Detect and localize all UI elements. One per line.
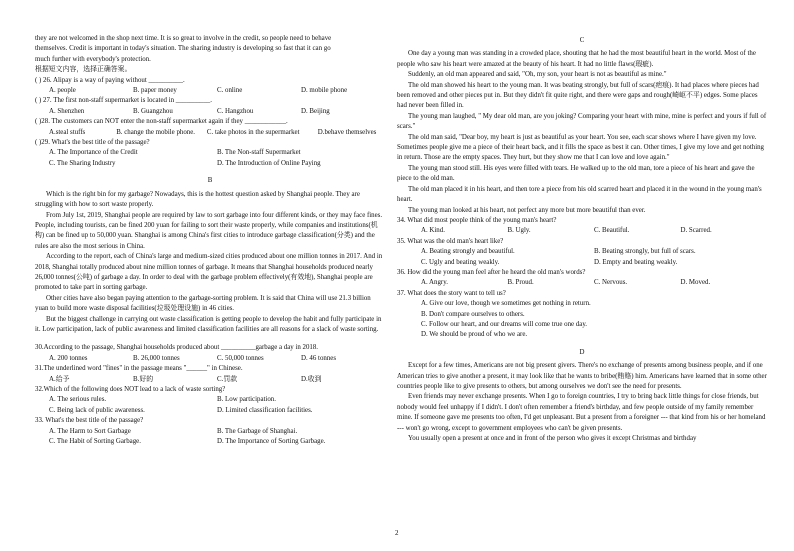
- option: B. Proud.: [507, 279, 534, 287]
- option: A.steal stuffs: [49, 128, 86, 136]
- passage-b-paragraph: But the biggest challenge in carrying out waste classification is getting people to develop the habit and fully participate in it. Low participation, lack of public awareness and limited classification facilities are all reasons for a slack of waste sorting.: [35, 315, 382, 333]
- section-c-heading: C: [579, 37, 585, 44]
- option: B. paper money: [133, 87, 177, 95]
- options-31: [35, 375, 385, 385]
- question-31: 31.The underlined word "fines" in the passage means "______" in Chinese.: [35, 365, 243, 373]
- intro-line: they are not welcomed in the shop next time. It is so great to involve in the credit, so people need to behave: [35, 35, 332, 42]
- option: A. The serious rules.: [49, 396, 107, 404]
- option: C. online: [217, 87, 243, 95]
- question-30: 30.According to the passage, Shanghai households produced about __________garbage a day in 2018.: [35, 344, 319, 352]
- question-37: 37. What does the story want to tell us?: [397, 289, 506, 297]
- option: C. Nervous.: [594, 279, 628, 287]
- option: A. Beating strongly and beautiful.: [421, 248, 515, 256]
- option: B. Ugly.: [507, 227, 531, 235]
- option: D. Beijing: [301, 107, 330, 115]
- passage-d-paragraph: You usually open a present at once and in front of the person who gives it except Christmas and birthday: [408, 435, 697, 443]
- question-26: ( ) 26. Alipay is a way of paying without __________.: [35, 76, 185, 84]
- intro-line: much further with everybody's protection.: [35, 55, 151, 63]
- passage-c-paragraph: The young man stood still. His eyes were filled with tears. He walked up to the old man, tore a piece of his heart and gave the piece to the old man.: [397, 164, 755, 183]
- intro-line: themselves. Credit is important in today's situation. The sharing industry is developing so fast that it can go: [35, 45, 331, 53]
- option: C. The Sharing Industry: [49, 159, 116, 167]
- options-32: [35, 395, 385, 405]
- option: C. The Habit of Sorting Garbage.: [49, 438, 141, 446]
- option: A. Shenzhen: [49, 107, 85, 115]
- option: C. Follow our heart, and our dreams will come true one day.: [421, 320, 588, 328]
- option: C. Being lack of public awareness.: [49, 406, 145, 414]
- option: B. Low participation.: [217, 396, 276, 404]
- option: B. Guangzhou: [133, 107, 173, 115]
- option: B. The Non-staff Supermarket: [217, 149, 301, 157]
- options-35: [397, 247, 767, 257]
- option: B. 26,000 tonnes: [133, 354, 180, 362]
- option: C. Beautiful.: [594, 227, 630, 235]
- option: D.behave themselves: [317, 128, 377, 136]
- option: B. Beating strongly, but full of scars.: [594, 248, 696, 256]
- section-b-heading: B: [207, 177, 213, 185]
- option: B. The Garbage of Shanghai.: [217, 427, 298, 435]
- option: A. The Importance of the Credit: [49, 149, 138, 157]
- option: A. people: [49, 87, 76, 95]
- question-33: 33. What's the best title of the passage?: [35, 417, 144, 425]
- option: C. take photos in the supermarket: [206, 128, 300, 136]
- options-35b: [397, 258, 767, 268]
- option: A. Angry.: [421, 279, 448, 287]
- option: D. The Introduction of Online Paying: [217, 159, 321, 167]
- section-d-heading: D: [579, 348, 585, 356]
- options-30: [35, 354, 385, 364]
- passage-c-paragraph: The young man laughed, " My dear old man, are you joking? Comparing your heart with mine, mine is perfect and yours if full of scars.": [397, 112, 767, 131]
- option: D. 46 tonnes: [301, 354, 337, 362]
- option: D. Scarred.: [680, 227, 712, 235]
- right-column: [397, 34, 767, 444]
- option: A. The Harm to Sort Garbage: [49, 427, 131, 435]
- option: A. Kind.: [421, 227, 445, 235]
- option: D. We should be proud of who we are.: [421, 331, 528, 339]
- options-28: [35, 128, 385, 138]
- question-35: 35. What was the old man's heart like?: [397, 237, 504, 245]
- option: D. Moved.: [680, 279, 711, 287]
- option: B. Don't compare ourselves to others.: [421, 310, 525, 318]
- options-29b: [35, 159, 385, 169]
- passage-d-paragraph: Except for a few times, Americans are not big present givers. There's no exchange of presents among business people, and if one American tries to give another a present, it may look like that he wants to bribe(贿赂) him. Americans have learned that in some other countries people like to give presents to others, but among ourselves we don't see the need for presents.: [397, 362, 767, 390]
- option: D.收到: [301, 375, 322, 383]
- passage-c-paragraph: The old man showed his heart to the young man. It was beating strongly, but full of scars(疤痕). It had places where pieces had been removed and other pieces put in. But they didn't fit quite right, and there were gaps and rough(崎岖不平) edges. Some places had never been filled in.: [397, 81, 759, 110]
- passage-c-paragraph: Suddenly, an old man appeared and said, "Oh, my son, your heart is not as beautiful as mine.": [408, 71, 667, 79]
- options-33b: [35, 437, 385, 447]
- left-column: [35, 34, 385, 447]
- option: C.罚款: [217, 375, 238, 383]
- question-36: 36. How did the young man feel after he heard the old man's words?: [397, 268, 586, 276]
- page-number: 2: [395, 529, 399, 537]
- option: A. Give our love, though we sometimes get nothing in return.: [421, 300, 591, 308]
- passage-c-paragraph: The old man said, "Dear boy, my heart is just as beautiful as your heart. You see, each scar shows where I have given my love. Sometimes people give me a piece of their heart back, and it fills the space as best it can. Other times, I give my love and get nothing in return. Those are the empty spaces. They hurt, but they show me that I can love and love again.": [397, 133, 765, 162]
- passage-b-paragraph: From July 1st, 2019, Shanghai people are required by law to sort garbage into four different kinds, or they may face fines. People, including tourists, can be fined 200 yuan for failing to sort their waste properly, while companies and institutions(机构) can be fined up to 50,000 yuan. Shanghai is among China's first cities to introduce garbage classification(分类) and the rules are also the most serious in China.: [35, 211, 383, 250]
- option: D. Limited classification facilities.: [217, 406, 313, 414]
- option: D. mobile phone: [301, 87, 348, 95]
- passage-d-paragraph: Even friends may never exchange presents. When I go to foreign countries, I try to bring back little things for close friends, but nobody would feel unhappy if I didn't. I don't often remember a friend's birthday, and few people outside of my family remember mine. If someone gave me presents too often, I'd get unpleasant. But a present from a foreigner --- that kind from his or her homeland --- won't go wrong, except to government employees who can't be given presents.: [397, 393, 766, 432]
- question-27: ( ) 27. The first non-staff supermarket is located in __________.: [35, 97, 212, 105]
- options-36: [397, 278, 767, 288]
- passage-c-paragraph: The old man placed it in his heart, and then tore a piece from his old scarred heart and placed it in the wound in the young man's heart.: [397, 185, 762, 204]
- option: C. 50,000 tonnes: [217, 354, 264, 362]
- option: D. Empty and beating weakly.: [594, 258, 678, 266]
- option: A. 200 tonnes: [49, 354, 88, 362]
- passage-b-paragraph: Other cities have also began paying attention to the garbage-sorting problem. It is said that China will use 21.3 billion yuan to build more waste disposal facilities(垃圾处理设施) in 46 cities.: [35, 294, 371, 313]
- question-28: ( )28. The customers can NOT enter the non-staff supermarket again if they ____________.: [35, 118, 288, 126]
- options-29: [35, 148, 385, 158]
- option: B. change the mobile phone.: [116, 128, 196, 136]
- option: A.给予: [49, 375, 70, 383]
- options-34: [397, 226, 767, 236]
- passage-b-paragraph: Which is the right bin for my garbage? Nowadays, this is the hottest question asked by Shanghai people. They are struggling with how to sort waste properly.: [35, 190, 360, 209]
- option: C. Hangzhou: [217, 107, 254, 115]
- option: B.好的: [133, 375, 154, 383]
- option: D. The Importance of Sorting Garbage.: [217, 438, 326, 446]
- options-26: [35, 86, 385, 96]
- passage-c-paragraph: The young man looked at his heart, not perfect any more but more beautiful than ever.: [408, 206, 646, 214]
- question-34: 34. What did most people think of the young man's heart?: [397, 216, 557, 224]
- option: C. Ugly and beating weakly.: [421, 258, 500, 266]
- passage-b-paragraph: According to the report, each of China's large and medium-sized cities produced about one million tonnes in 2017. And in 2018, Shanghai totally produced about nine million tonnes of garbage. It means that Shanghai households produced nearly 26,000 tonnes(公吨) of garbage a day. In order to deal with the garbage problem effectively(有效地), Shanghai people are promoted to take part in sorting garbage.: [35, 253, 383, 292]
- question-32: 32.Which of the following does NOT lead to a lack of waste sorting?: [35, 386, 226, 393]
- passage-c-paragraph: One day a young man was standing in a crowded place, shouting that he had the most beautiful heart in the world. Most of the people who saw his heart were amazed at the beauty of his heart. It had no little flaws(瑕疵).: [397, 50, 756, 68]
- options-33: [35, 427, 385, 437]
- question-29: ( )29. What's the best title of the passage?: [35, 139, 150, 147]
- options-27: [35, 107, 385, 117]
- instruction-line: 根据短文内容，选择正确答案。: [35, 66, 132, 74]
- options-32b: [35, 406, 385, 416]
